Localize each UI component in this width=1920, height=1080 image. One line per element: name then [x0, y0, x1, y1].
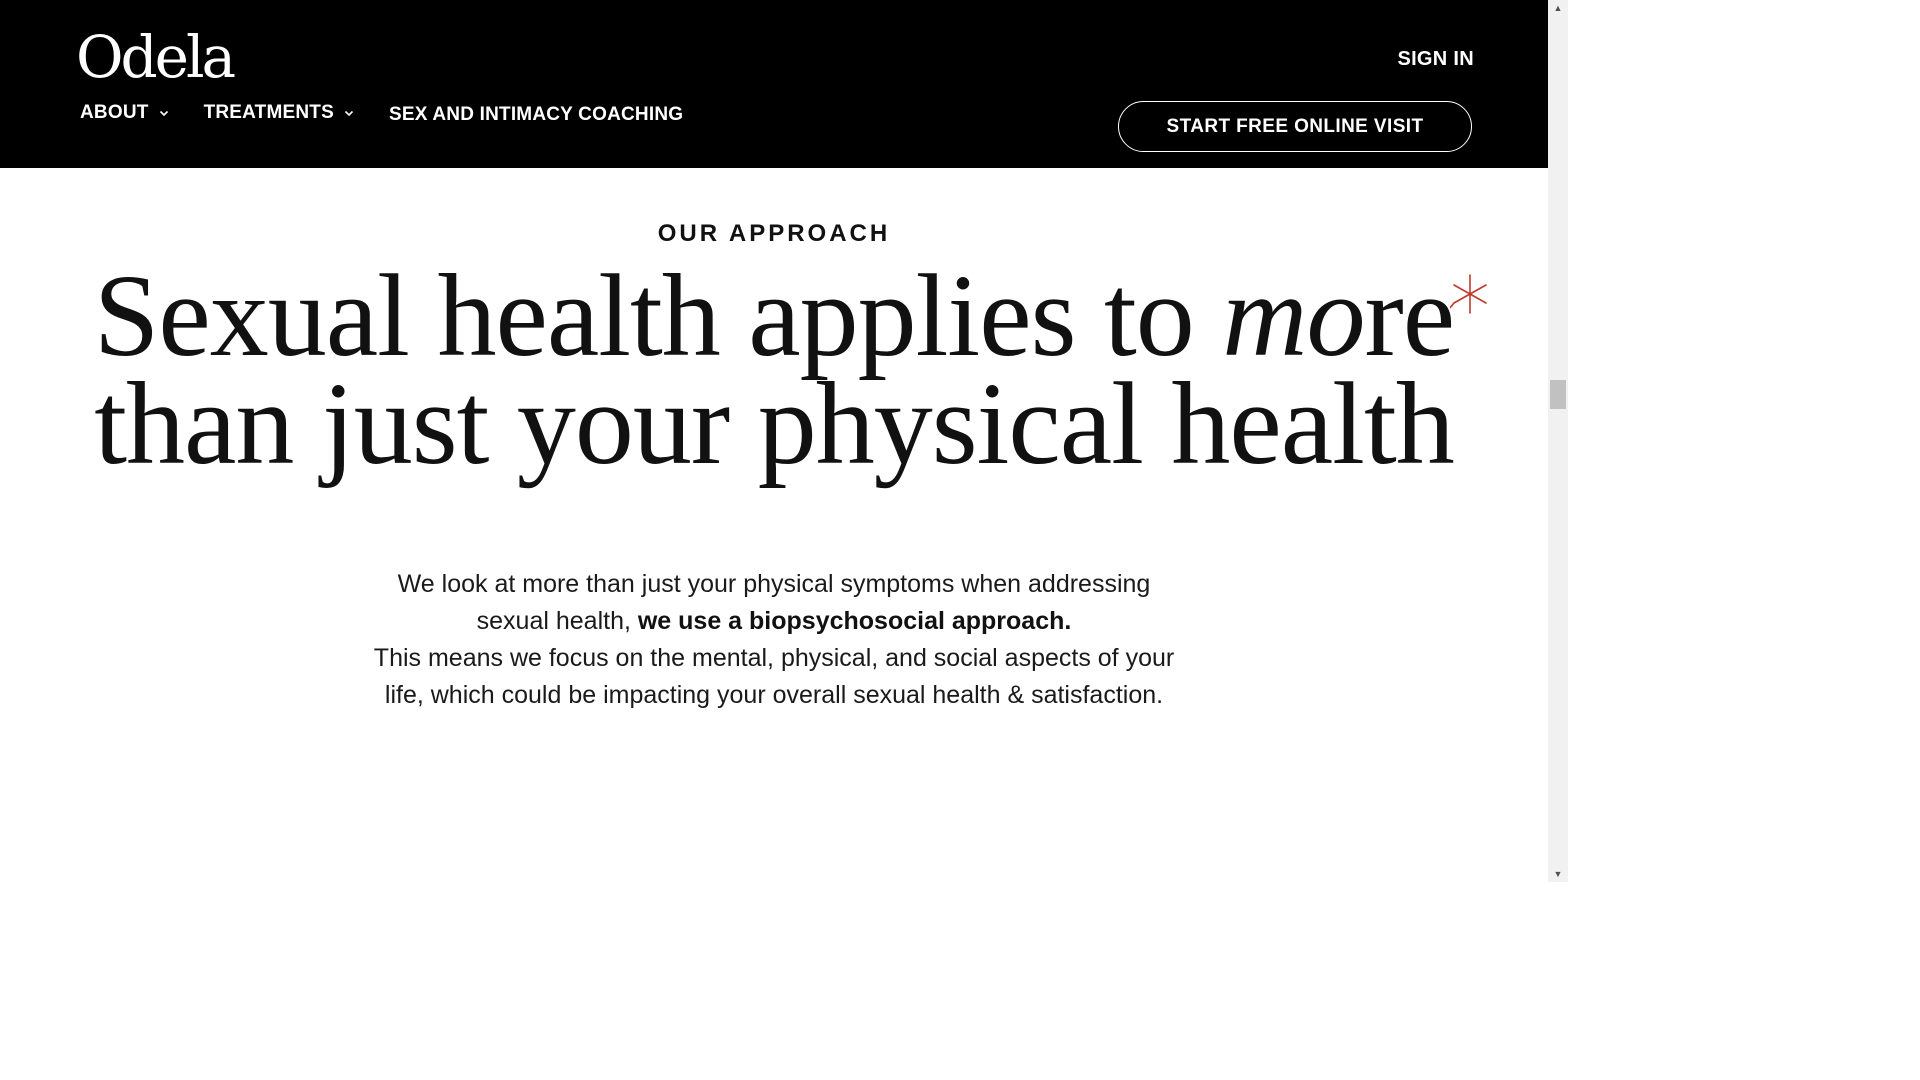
- section-headline: [0, 250, 1548, 489]
- vertical-scrollbar[interactable]: [1548, 0, 1568, 882]
- headline-line-1-start: Sexual health applies to: [93, 250, 1223, 381]
- body-line-1: We look at more than just your physical symptoms when addressing: [397, 570, 1151, 598]
- site-header: [0, 0, 1548, 168]
- nav-item-sex-and-intimacy-coaching[interactable]: [389, 104, 683, 126]
- nav-item-coaching-label: SEX AND INTIMACY COACHING: [388, 104, 684, 125]
- start-free-online-visit-button[interactable]: START FREE ONLINE VISIT: [1118, 101, 1472, 152]
- nav-item-treatments[interactable]: [204, 102, 355, 124]
- scroll-up-arrow-icon[interactable]: ▲: [1553, 3, 1563, 13]
- section-body: [284, 566, 1264, 714]
- main-nav: [80, 100, 717, 126]
- headline-line-2: than just your physical health: [94, 358, 1454, 489]
- headline-line-1: [0, 250, 1548, 381]
- nav-item-about-label: ABOUT: [80, 102, 149, 123]
- scrollbar-thumb[interactable]: [1550, 380, 1566, 409]
- headline-emphasis: mo: [1222, 250, 1365, 381]
- section-eyebrow: OUR APPROACH: [657, 220, 891, 247]
- site-logo[interactable]: Odela: [76, 23, 234, 91]
- body-line-3: This means we focus on the mental, physical, and social aspects of your: [373, 644, 1175, 672]
- sign-in-link[interactable]: SIGN IN: [1397, 48, 1474, 70]
- body-line-2-plain: sexual health,: [476, 607, 638, 635]
- scroll-down-arrow-icon[interactable]: ▼: [1553, 869, 1563, 879]
- headline-line-1-end: re: [1364, 250, 1455, 381]
- nav-item-treatments-label: TREATMENTS: [203, 102, 334, 123]
- body-line-4: life, which could be impacting your overall sexual health & satisfaction.: [384, 681, 1164, 709]
- nav-item-about[interactable]: [80, 102, 170, 124]
- chevron-down-icon: [343, 107, 355, 119]
- body-line-2-bold: we use a biopsychosocial approach.: [637, 607, 1072, 635]
- asterisk-icon-graphic: [1450, 271, 1490, 319]
- chevron-down-icon: [158, 107, 170, 119]
